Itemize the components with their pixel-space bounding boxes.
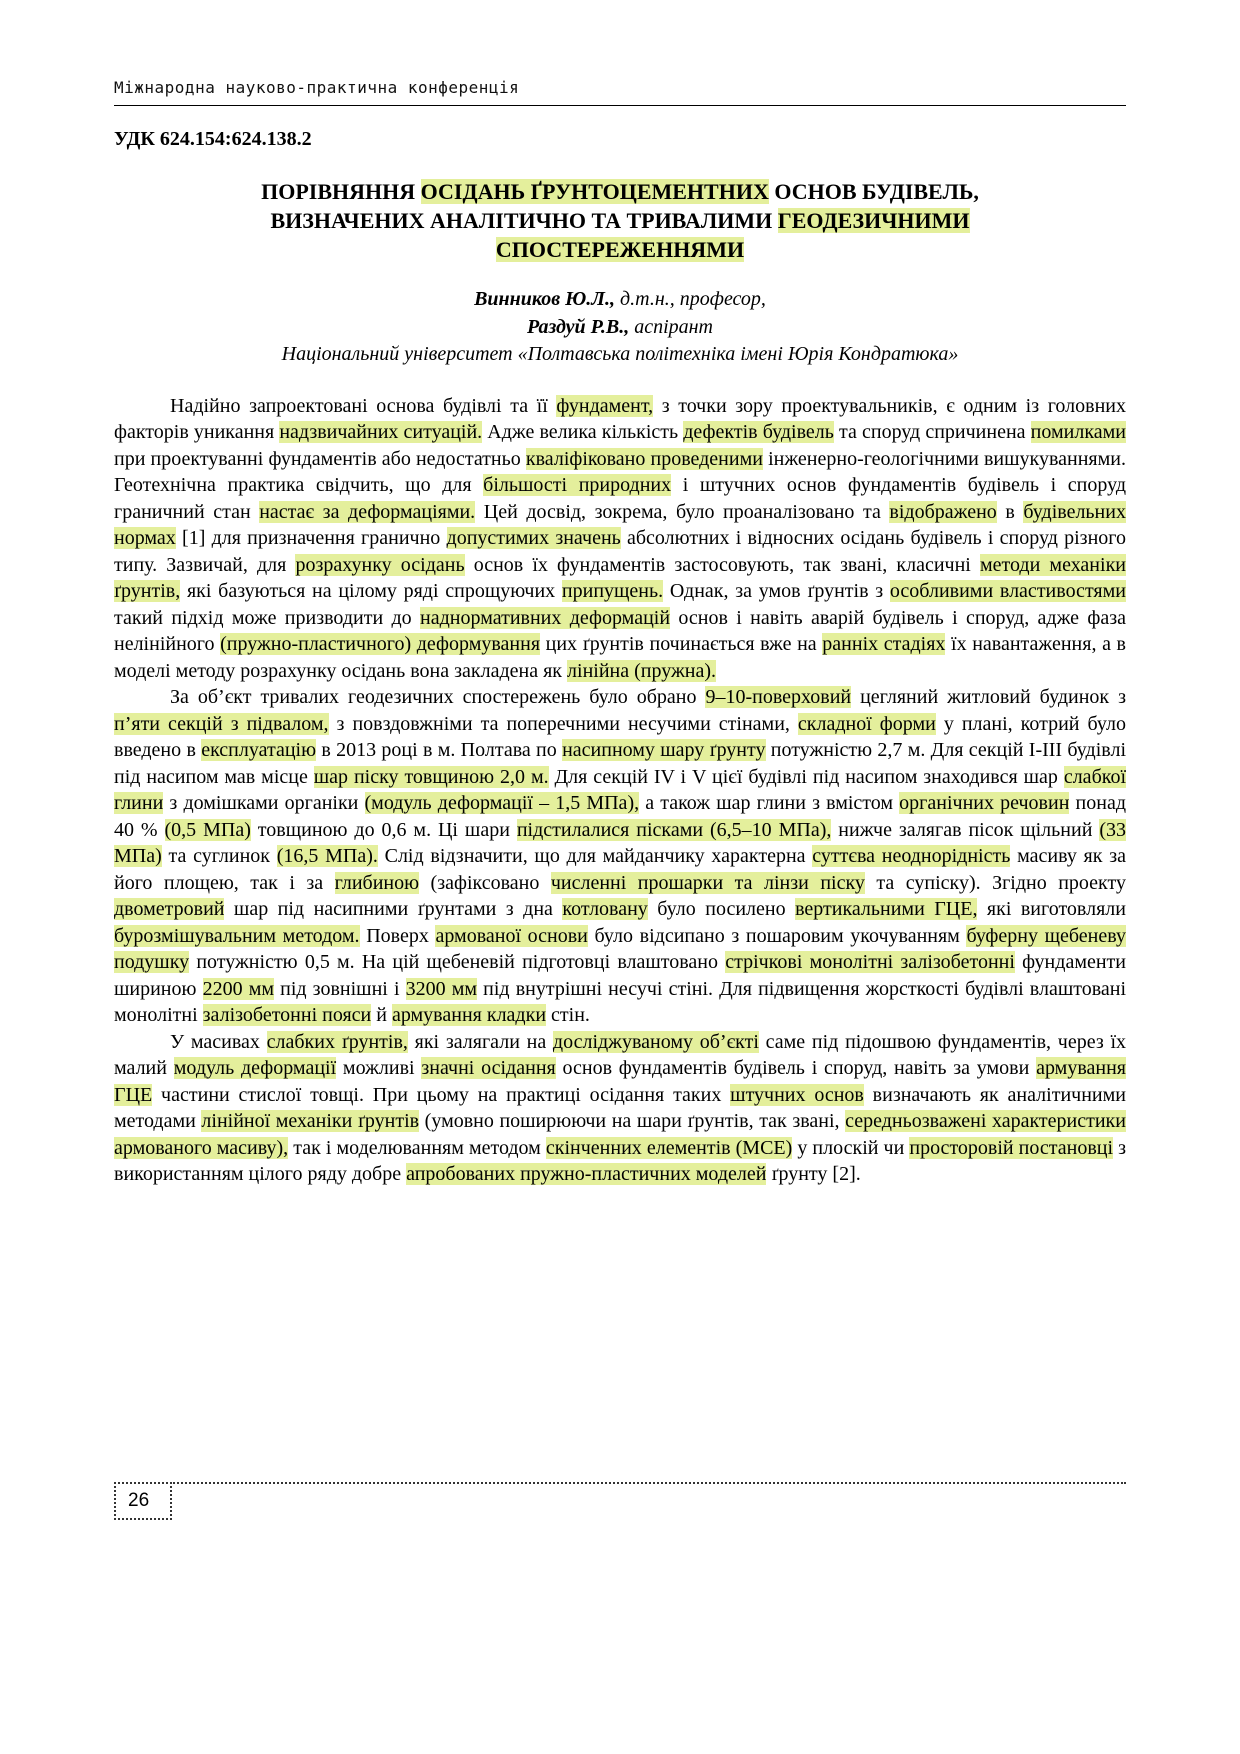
text-run: та супіску). Згідно проекту (864, 871, 1126, 894)
text-run: [1] для призначення гранично (175, 527, 447, 550)
text-run: стін. (546, 1004, 590, 1027)
highlighted-text: помилками (1030, 421, 1126, 444)
text-run: потужністю 0,5 м. На цій щебеневій підготовці влаштовано (189, 951, 726, 974)
paragraph (114, 684, 1126, 1029)
text-run: Винников Ю.Л., (474, 288, 616, 311)
highlighted-text: насипному шару ґрунту (562, 739, 766, 762)
highlighted-text: ранніх стадіях (822, 633, 946, 656)
text-run: саме під підошвою фундаментів, через їх малий (114, 1030, 1127, 1080)
text-run: під внутрішні несучі стіні. Для підвищення жорсткості будівлі влаштовані монолітні (114, 977, 1127, 1027)
highlighted-text: шар піску товщиною 2,0 м. (313, 765, 549, 788)
text-run: ґрунту [2]. (766, 1163, 861, 1186)
authors-block (114, 286, 1126, 369)
text-run: з домішками органіки (163, 792, 365, 815)
text-run: основ фундаментів будівель і споруд, навіть за умови (555, 1057, 1037, 1080)
text-run: понад 40 % (114, 792, 1126, 841)
text-run: було відсипано з пошаровим укочуванням (587, 924, 967, 947)
highlighted-text: ОСІДАНЬ ҐРУНТОЦЕМЕНТНИХ (420, 179, 769, 204)
highlighted-text: допустимих значень (446, 527, 621, 550)
highlighted-text: 2200 мм (202, 977, 275, 1000)
text-run: фундаменти шириною (114, 951, 1126, 1000)
udc-number: УДК 624.154:624.138.2 (114, 128, 312, 150)
highlighted-text: модуль деформації (173, 1057, 337, 1080)
text-run: Для секцій IV і V цієї будівлі під насипом знаходився шар (548, 765, 1064, 788)
text-run: частини стислої товщі. При цьому на практиці осідання таких (152, 1083, 731, 1106)
text-line (114, 235, 1126, 264)
text-run: нижче залягав пісок щільний (831, 818, 1100, 841)
text-run: визначають як аналітичними методами (114, 1083, 1126, 1133)
paragraph (114, 393, 1126, 685)
highlighted-text: слабких ґрунтів, (266, 1030, 408, 1053)
highlighted-text: (модуль деформації – 1,5 МПа), (364, 792, 640, 815)
text-run: було посилено (647, 898, 796, 921)
highlighted-text: лінійної механіки ґрунтів (201, 1110, 420, 1133)
highlighted-text: (пружно-пластичного) деформування (220, 633, 541, 656)
text-run: під зовнішні і (274, 977, 406, 1000)
highlighted-text: двометровий (114, 898, 225, 921)
highlighted-text: 3200 мм (405, 977, 478, 1000)
text-run: За об’єкт тривалих геодезичних спостережень було обрано (170, 686, 706, 709)
text-run: масиву як за його площею, так і за (114, 845, 1126, 894)
text-run: та суглинок (161, 845, 277, 868)
highlighted-text: дефектів будівель (683, 421, 834, 444)
text-run: Раздуй Р.В., (526, 315, 630, 338)
text-run: так і моделюванням методом (288, 1136, 546, 1159)
highlighted-text: складної форми (797, 712, 936, 735)
text-line (114, 341, 1126, 369)
highlighted-text: лінійна (пружна). (567, 659, 717, 682)
highlighted-text: досліджуваному об’єкті (552, 1030, 759, 1053)
text-run: в (996, 500, 1024, 523)
text-run: цих ґрунтів починається вже на (540, 633, 823, 656)
text-run: їх навантаження, а в моделі методу розрахунку осідань вона закладена як (114, 633, 1127, 682)
highlighted-text: (33 МПа) (114, 818, 1126, 868)
article-title (114, 177, 1126, 264)
running-header-text: Міжнародна науково-практична конференція (114, 78, 520, 97)
highlighted-text: ГЕОДЕЗИЧНИМИ (777, 208, 970, 234)
highlighted-text: розрахунку осідань (295, 553, 465, 576)
text-run: з повздовжніми та поперечними несучими стінами, (328, 712, 798, 735)
text-run: основ і навіть аварій будівель і споруд, адже фаза нелінійного (114, 606, 1127, 656)
highlighted-text: середньозважені характеристики армованого масиву), (114, 1110, 1126, 1159)
highlighted-text: методи механіки ґрунтів, (114, 553, 1126, 603)
text-run: потужністю 2,7 м. Для секцій I-III будівлі під насипом мав місце (114, 739, 1126, 788)
text-run: абсолютних і відносних осідань будівель і споруд різного типу. Зазвичай, для (114, 527, 1126, 576)
text-run: шар під насипними ґрунтами з дна (224, 898, 563, 921)
text-run: Поверх (359, 924, 436, 947)
highlighted-text: 9–10-поверховий (705, 686, 852, 709)
highlighted-text: буферну щебеневу подушку (114, 924, 1126, 974)
text-line (114, 177, 1126, 206)
highlighted-text: наднормативних деформацій (420, 606, 671, 629)
text-line (114, 206, 1126, 235)
highlighted-text: котловану (562, 898, 648, 921)
highlighted-text: будівельних нормах (114, 500, 1126, 550)
highlighted-text: органічних речовин (899, 792, 1070, 815)
highlighted-text: вертикальними ГЦЕ, (795, 898, 978, 921)
text-run: які виготовляли (977, 898, 1126, 921)
highlighted-text: штучних основ (730, 1083, 864, 1106)
text-run: основ їх фундаментів застосовують, так звані, класичні (464, 553, 980, 576)
text-line (114, 286, 1126, 314)
text-run: такий підхід може призводити до (114, 606, 421, 629)
highlighted-text: СПОСТЕРЕЖЕННЯМИ (495, 237, 745, 263)
highlighted-text: глибиною (334, 871, 420, 894)
highlighted-text: залізобетонні пояси (202, 1004, 372, 1027)
text-run: у плоскій чи (792, 1136, 910, 1159)
running-header (114, 78, 1126, 106)
highlighted-text: відображено (889, 500, 997, 523)
page-number: 26 (114, 1482, 172, 1520)
text-run: інженерно-геологічними вишукуваннями. Геотехнічна практика свідчить, що для (114, 447, 1126, 497)
text-run: у плані, котрий було введено в (114, 712, 1127, 762)
text-run: Надійно запроектовані основа будівлі та її (170, 394, 557, 417)
highlighted-text: особливими властивостями (889, 580, 1126, 603)
text-run: товщиною до 0,6 м. Ці шари (250, 818, 517, 841)
highlighted-text: п’яти секцій з підвалом, (114, 712, 329, 735)
text-run: і штучних основ фундаментів будівель і споруд граничний стан (114, 474, 1126, 523)
highlighted-text: армованої основи (435, 924, 588, 947)
text-run: а також шар глини з вмістом (639, 792, 900, 815)
text-run: ВИЗНАЧЕНИХ АНАЛІТИЧНО ТА ТРИВАЛИМИ (270, 208, 778, 234)
text-run: які базуються на цілому ряді спрощуючих (180, 580, 562, 603)
highlighted-text: (16,5 МПа). (276, 845, 378, 868)
text-run: цегляний житловий будинок з (851, 686, 1126, 709)
highlighted-text: надзвичайних ситуацій. (279, 421, 483, 444)
text-run: Адже велика кількість (482, 421, 684, 444)
text-run: д.т.н., професор, (615, 288, 766, 311)
highlighted-text: більшості природних (483, 474, 672, 497)
text-run: з точки зору проектувальників, є одним із головних факторів уникання (114, 394, 1127, 444)
highlighted-text: настає за деформаціями. (259, 500, 476, 523)
text-run: (зафіксовано (419, 871, 551, 894)
text-run: при проектуванні фундаментів або недостатньо (114, 447, 526, 470)
highlighted-text: підстилалися пісками (6,5–10 МПа), (516, 818, 832, 841)
text-run: в 2013 році в м. Полтава по (316, 739, 563, 762)
highlighted-text: експлуатацію (201, 739, 317, 762)
text-run: Однак, за умов ґрунтів з (663, 580, 890, 603)
text-run: можливі (336, 1057, 422, 1080)
highlighted-text: припущень. (561, 580, 664, 603)
paragraph (114, 1029, 1126, 1188)
highlighted-text: просторовій постановці (909, 1136, 1114, 1159)
article-body (114, 393, 1126, 1188)
highlighted-text: суттєва неоднорідність (812, 845, 1011, 868)
highlighted-text: слабкої глини (114, 765, 1126, 815)
text-line (114, 314, 1126, 342)
text-run: Цей досвід, зокрема, було проаналізовано та (475, 500, 890, 523)
highlighted-text: стрічкові монолітні залізобетонні (725, 951, 1015, 974)
footer-dotted-line (114, 1482, 1126, 1484)
text-run: Національний університет «Полтавська політехніка імені Юрія Кондратюка» (281, 343, 959, 366)
text-run: Слід відзначити, що для майданчику характерна (377, 845, 813, 868)
highlighted-text: бурозмішувальним методом. (114, 924, 360, 947)
highlighted-text: (0,5 МПа) (164, 818, 251, 841)
text-run: які залягали на (407, 1030, 553, 1053)
text-run: аспірант (629, 315, 714, 338)
highlighted-text: скінченних елементів (МСЕ) (545, 1136, 793, 1159)
page-footer (114, 1482, 1126, 1526)
text-run: (умовно поширюючи на шари ґрунтів, так звані, (419, 1110, 846, 1133)
highlighted-text: значні осідання (421, 1057, 556, 1080)
text-run: та споруд спричинена (833, 421, 1031, 444)
text-run: з використанням цілого ряду добре (114, 1136, 1126, 1186)
highlighted-text: армування ГЦЕ (114, 1057, 1126, 1106)
text-run: й (371, 1004, 392, 1027)
highlighted-text: кваліфіковано проведеними (525, 447, 763, 470)
highlighted-text: численні прошарки та лінзи піску (550, 871, 865, 894)
highlighted-text: армування кладки (391, 1004, 547, 1027)
text-run: ОСНОВ БУДІВЕЛЬ, (768, 179, 979, 204)
highlighted-text: апробованих пружно-пластичних моделей (406, 1163, 767, 1186)
highlighted-text: фундамент, (556, 394, 654, 417)
text-run: У масивах (170, 1030, 267, 1053)
text-run: ПОРІВНЯННЯ (261, 179, 421, 204)
